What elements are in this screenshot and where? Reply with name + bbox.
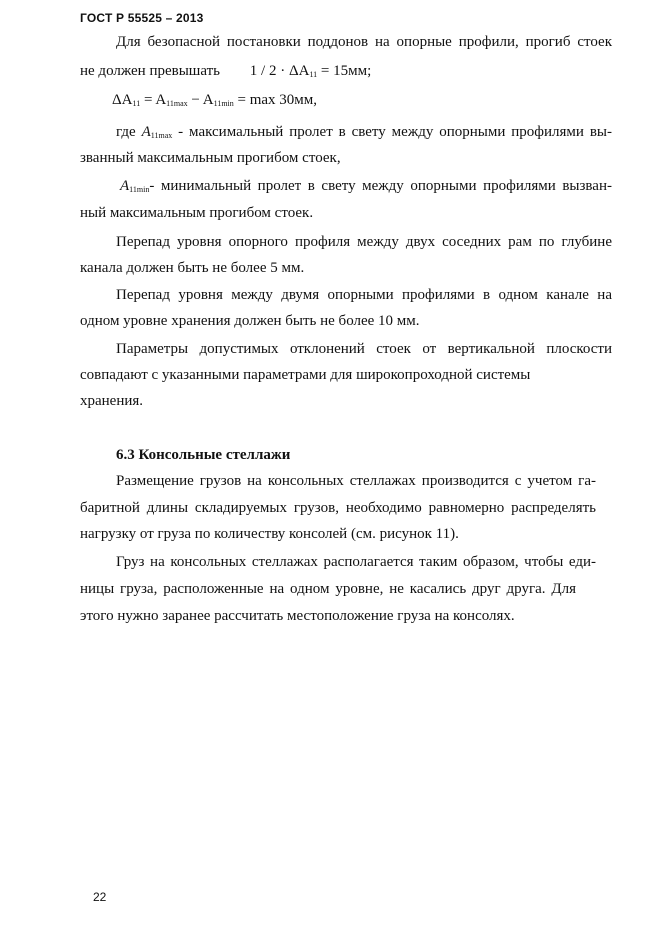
- section-heading: 6.3 Консольные стеллажи: [116, 447, 291, 463]
- formula-part: = A: [140, 92, 167, 108]
- text-line: званный максимальным прогибом стоек,: [80, 150, 341, 166]
- document-header: ГОСТ Р 55525 – 2013: [80, 11, 204, 25]
- formula-subscript: 11min: [213, 99, 234, 108]
- formula-subscript: 11max: [166, 99, 188, 108]
- page-number: 22: [93, 890, 107, 904]
- formula-part: − A: [187, 92, 214, 108]
- text-line: Перепад уровня между двумя опорными профилями в одном канале на: [116, 287, 612, 303]
- text-line: канала должен быть не более 5 мм.: [80, 260, 305, 276]
- text-line: хранения.: [80, 393, 144, 409]
- formula-part: ΔA: [112, 92, 133, 108]
- formula-part: = 15мм;: [317, 63, 372, 79]
- text-line: ный максимальным прогибом стоек.: [80, 205, 314, 221]
- formula-subscript: 11: [132, 99, 141, 108]
- formula-part: 1 / 2 · ΔA: [249, 63, 310, 79]
- text-line: этого нужно заранее рассчитать местоположение груза на консолях.: [80, 608, 515, 624]
- text-segment: не должен превышать: [80, 63, 221, 79]
- variable-subscript: 11min: [129, 185, 150, 194]
- text-line: [120, 177, 612, 199]
- text-line: Перепад уровня опорного профиля между двух соседних рам по глубине: [116, 234, 612, 250]
- variable: A: [120, 178, 130, 194]
- formula-subscript: 11: [309, 70, 318, 79]
- text-line: совпадают с указанными параметрами для широкопроходной системы: [80, 367, 531, 383]
- text-line: одном уровне хранения должен быть не более 10 мм.: [80, 313, 420, 329]
- text-line: [80, 62, 371, 84]
- text-line: Груз на консольных стеллажах располагается таким образом, чтобы еди-: [116, 554, 596, 570]
- text-segment: - максимальный пролет в свету между опорными профилями вы-: [172, 124, 612, 140]
- text-line: Для безопасной постановки поддонов на опорные профили, прогиб стоек: [116, 34, 612, 50]
- text-line: Размещение грузов на консольных стеллажах производится с учетом га-: [116, 473, 596, 489]
- text-line: Параметры допустимых отклонений стоек от вертикальной плоскости: [116, 341, 612, 357]
- variable-subscript: 11max: [150, 131, 173, 140]
- formula-deflection-limit: [250, 63, 371, 79]
- text-line: ницы груза, расположенные на одном уровне, не касались друг друга. Для: [80, 581, 576, 597]
- text-line: [116, 123, 612, 145]
- text-line: баритной длины складируемых грузов, необходимо равномерно распределять: [80, 500, 596, 516]
- formula-span-difference: [112, 91, 317, 113]
- text-segment: где: [116, 124, 136, 140]
- variable: A: [141, 124, 151, 140]
- text-segment: - минимальный пролет в свету между опорными профилями вызван-: [149, 178, 612, 194]
- text-line: нагрузку от груза по количеству консолей (см. рисунок 11).: [80, 526, 459, 542]
- formula-part: = max 30мм,: [233, 92, 318, 108]
